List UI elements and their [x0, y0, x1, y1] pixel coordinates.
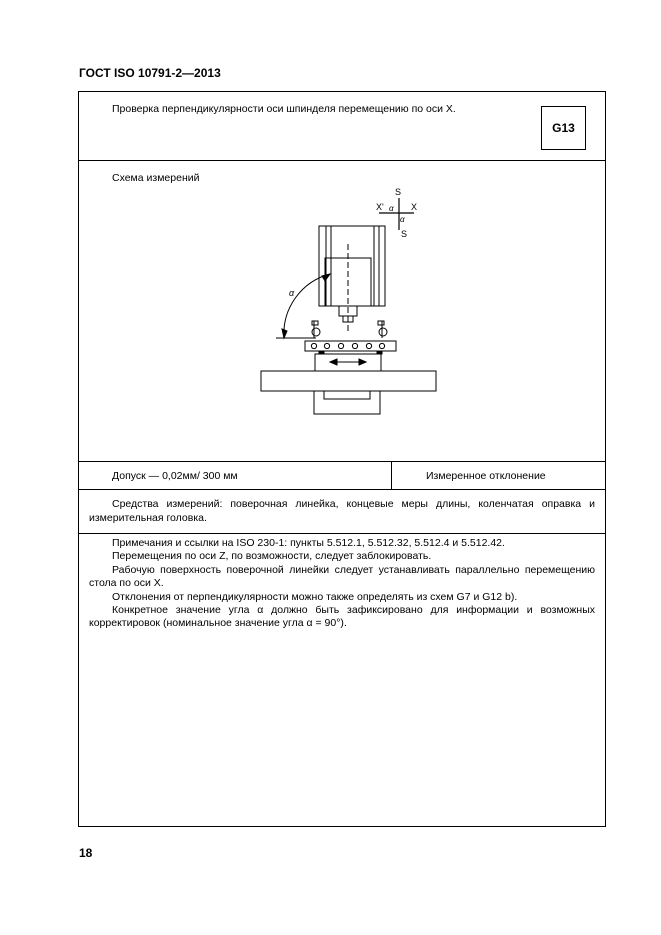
saddle	[314, 391, 380, 414]
page-number: 18	[79, 846, 93, 860]
tolerance-label: Допуск — 0,02мм/ 300 мм	[112, 470, 238, 482]
notes-block	[89, 537, 595, 631]
note-paragraph: Отклонения от перпендикулярности можно также определять из схем G7 и G12 b).	[112, 590, 518, 603]
scheme-row	[79, 161, 605, 462]
axis-x-prime-label: X'	[376, 202, 384, 212]
axis-s-bottom-label: S	[401, 229, 408, 239]
axis-alpha-label-left: α	[389, 204, 394, 213]
tools-row	[79, 490, 605, 534]
test-code-box	[541, 106, 586, 150]
notes-row	[79, 534, 605, 826]
note-paragraph: Рабочую поверхность поверочной линейки следует устанавливать параллельно перемещению стола по оси X.	[89, 563, 595, 590]
straightedge	[305, 341, 396, 351]
note-paragraph: Примечания и ссылки на ISO 230-1: пункты 5.512.1, 5.512.32, 5.512.4 и 5.512.42.	[112, 537, 505, 549]
test-sheet	[78, 91, 606, 827]
document-header: ГОСТ ISO 10791-2—2013	[79, 66, 221, 80]
measurement-diagram	[256, 186, 438, 426]
test-title: Проверка перпендикулярности оси шпинделя перемещению по оси X.	[112, 103, 456, 115]
test-title-row	[79, 92, 605, 161]
note-paragraph: Перемещения по оси Z, по возможности, следует заблокировать.	[112, 550, 432, 563]
axis-x-label: X	[411, 202, 418, 212]
angle-alpha-label: α	[289, 288, 295, 298]
machine-bed	[261, 371, 436, 391]
tolerance-row	[79, 462, 605, 490]
dial-indicator-left	[312, 328, 320, 336]
dial-indicator-right	[379, 328, 387, 336]
tolerance-divider	[391, 462, 392, 489]
spindle-head	[319, 226, 385, 306]
measured-deviation-label: Измеренное отклонение	[426, 470, 546, 482]
axis-alpha-label-right: α	[400, 215, 405, 224]
measuring-tools-text: Средства измерений: поверочная линейка, концевые меры длины, коленчатая оправка и измерительная головка.	[89, 498, 595, 524]
test-code: G13	[552, 121, 575, 135]
axis-s-top-label: S	[395, 187, 402, 197]
note-paragraph: Конкретное значение угла α должно быть зафиксировано для информации и возможных корректировок (номинальное значение угла α = 90°).	[89, 604, 595, 630]
scheme-label: Схема измерений	[112, 172, 200, 184]
